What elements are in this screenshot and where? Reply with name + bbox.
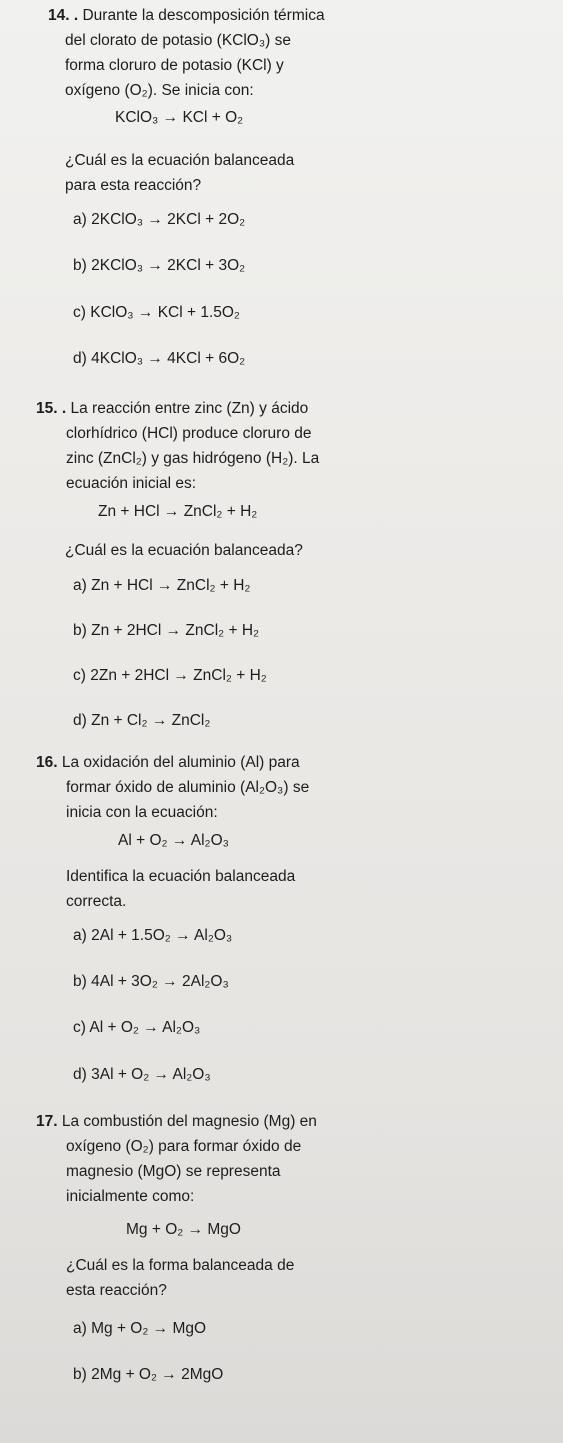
option-label: c): [73, 667, 86, 684]
option-label: a): [73, 211, 87, 228]
answer-option[interactable]: [73, 1066, 211, 1084]
question-number: 15. .: [36, 400, 67, 417]
question-17-intro: [36, 1109, 376, 1209]
option-equation: 4KClO₃ → 4KCl + 6O₂: [91, 350, 246, 367]
question-text-line: formar óxido de aluminio (Al₂O₃) se: [66, 779, 310, 796]
question-text-line: inicia con la ecuación:: [66, 804, 218, 821]
question-text-line: ecuación inicial es:: [66, 475, 197, 492]
question-14-intro: [48, 3, 388, 103]
question-text-line: magnesio (MgO) se representa: [66, 1163, 281, 1180]
answer-option[interactable]: [73, 304, 240, 322]
answer-option[interactable]: [73, 973, 229, 991]
question-number: 14. .: [48, 7, 79, 24]
answer-option[interactable]: [73, 1320, 206, 1338]
option-equation: KClO₃ → KCl + 1.5O₂: [90, 304, 240, 321]
question-text-line: Identifica la ecuación balanceada: [66, 868, 296, 885]
option-equation: 3Al + O₂ → Al₂O₃: [91, 1066, 211, 1083]
option-equation: Al + O₂ → Al₂O₃: [89, 1019, 201, 1036]
answer-option[interactable]: [73, 1366, 223, 1384]
option-equation: Mg + O₂ → MgO: [91, 1320, 207, 1337]
option-label: c): [73, 304, 86, 321]
option-equation: 2KClO₃ → 2KCl + 3O₂: [91, 257, 246, 274]
option-label: a): [73, 927, 87, 944]
answer-option[interactable]: [73, 577, 250, 595]
answer-option[interactable]: [73, 667, 267, 685]
option-label: b): [73, 257, 87, 274]
option-label: d): [73, 350, 87, 367]
question-text-line: zinc (ZnCl₂) y gas hidrógeno (H₂). La: [66, 450, 320, 467]
option-label: c): [73, 1019, 86, 1036]
question-text-line: forma cloruro de potasio (KCl) y: [65, 57, 284, 74]
option-equation: Zn + Cl₂ → ZnCl₂: [91, 712, 211, 729]
option-equation: 2Zn + 2HCl → ZnCl₂ + H₂: [90, 667, 267, 684]
question-text-line: Durante la descomposición térmica: [82, 7, 325, 24]
initial-equation: Zn + HCl → ZnCl₂ + H₂: [98, 503, 258, 520]
initial-equation: KClO₃ → KCl + O₂: [115, 109, 244, 126]
question-text-line: inicialmente como:: [66, 1188, 195, 1205]
question-16-intro: [36, 750, 376, 825]
question-text-line: esta reacción?: [66, 1282, 167, 1299]
question-text-line: La reacción entre zinc (Zn) y ácido: [70, 400, 309, 417]
option-equation: 2Al + 1.5O₂ → Al₂O₃: [91, 927, 233, 944]
question-text-line: del clorato de potasio (KClO₃) se: [65, 32, 291, 49]
option-equation: Zn + HCl → ZnCl₂ + H₂: [91, 577, 251, 594]
question-text-line: correcta.: [66, 893, 127, 910]
answer-option[interactable]: [73, 350, 245, 368]
question-text-line: oxígeno (O₂) para formar óxido de: [66, 1138, 302, 1155]
question-text-line: ¿Cuál es la forma balanceada de: [66, 1257, 295, 1274]
option-label: a): [73, 1320, 87, 1337]
option-equation: Zn + 2HCl → ZnCl₂ + H₂: [91, 622, 260, 639]
question-text-line: oxígeno (O₂). Se inicia con:: [65, 82, 254, 99]
question-14-prompt: [65, 148, 405, 198]
question-15-prompt: [65, 538, 405, 563]
answer-option[interactable]: [73, 622, 259, 640]
option-equation: 4Al + 3O₂ → 2Al₂O₃: [91, 973, 229, 990]
question-text-line: ¿Cuál es la ecuación balanceada: [65, 152, 295, 169]
option-equation: 2KClO₃ → 2KCl + 2O₂: [91, 211, 246, 228]
question-text-line: La combustión del magnesio (Mg) en: [61, 1113, 317, 1130]
answer-option[interactable]: [73, 927, 232, 945]
option-label: b): [73, 622, 87, 639]
question-text-line: para esta reacción?: [65, 177, 202, 194]
initial-equation: Mg + O₂ → MgO: [126, 1221, 241, 1238]
question-number: 17.: [36, 1113, 58, 1130]
question-number: 16.: [36, 754, 58, 771]
answer-option[interactable]: [73, 1019, 200, 1037]
question-15-intro: [36, 396, 376, 496]
option-equation: 2Mg + O₂ → 2MgO: [91, 1366, 224, 1383]
option-label: b): [73, 1366, 87, 1383]
option-label: a): [73, 577, 87, 594]
option-label: d): [73, 712, 87, 729]
question-text-line: clorhídrico (HCl) produce cloruro de: [66, 425, 312, 442]
answer-option[interactable]: [73, 712, 210, 730]
option-label: d): [73, 1066, 87, 1083]
answer-option[interactable]: [73, 211, 245, 229]
answer-option[interactable]: [73, 257, 245, 275]
question-17-prompt: [66, 1253, 406, 1303]
question-text-line: ¿Cuál es la ecuación balanceada?: [65, 542, 303, 559]
question-text-line: La oxidación del aluminio (Al) para: [61, 754, 300, 771]
option-label: b): [73, 973, 87, 990]
initial-equation: Al + O₂ → Al₂O₃: [118, 832, 229, 849]
question-16-prompt: [66, 864, 406, 914]
